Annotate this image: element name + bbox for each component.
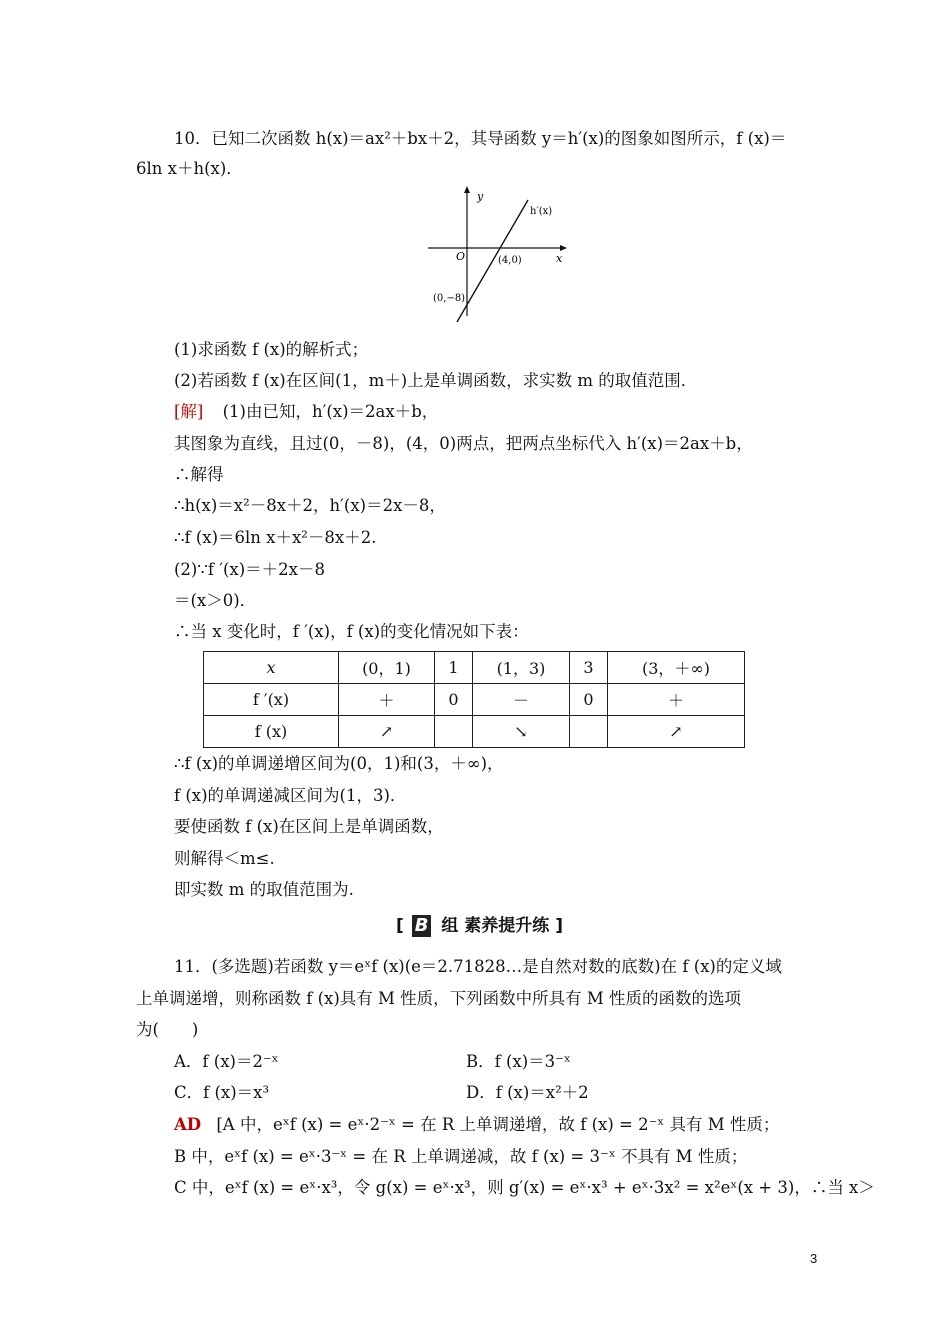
solution-step-4: ∴h(x)＝x²－8x＋2，h′(x)＝2x－8， [174,496,446,515]
option-a: A．f (x)＝2⁻ˣ [174,1052,279,1071]
table-cell: (1，3) [473,652,570,684]
section-header [396,913,563,939]
table-cell: (0，1) [339,652,435,684]
table-cell: f ′(x) [204,684,339,716]
problem11-line2: 上单调递增，则称函数 f (x)具有 M 性质，下列函数中所具有 M 性质的函数的选项 [136,989,742,1008]
table-cell: 0 [570,684,608,716]
solution-step-8: ∴当 x 变化时，f ′(x)，f (x)的变化情况如下表： [174,622,529,641]
solution-step-1: (1)由已知，h′(x)＝2ax＋b， [222,402,439,421]
solution-step-9: ∴f (x)的单调递增区间为(0，1)和(3，＋∞)， [174,754,504,773]
solution-first-line [174,401,438,423]
section-letter-badge: B [412,915,432,937]
section-bracket-right: ] [555,916,563,936]
solution-step-13: 即实数 m 的取值范围为. [174,880,354,899]
table-header-row [204,652,745,684]
table-cell: ↗ [608,716,745,748]
table-cell [570,716,608,748]
table-cell: 1 [435,652,473,684]
y-axis-label: y [477,190,484,203]
section-title: 组 素养提升练 [441,916,550,936]
origin-label: O [456,250,466,263]
question-1: (1)求函数 f (x)的解析式； [174,340,369,359]
variation-table [203,651,745,748]
problem10-line1: 10．已知二次函数 h(x)＝ax²＋bx＋2，其导函数 y＝h′(x)的图象如图所示，f (x)＝ [174,129,787,148]
y-axis-arrow-icon [464,186,470,193]
table-cell: 3 [570,652,608,684]
question-2: (2)若函数 f (x)在区间(1，m＋)上是单调函数，求实数 m 的取值范围． [174,371,698,390]
derivative-graph [420,184,570,324]
option-d: D．f (x)＝x²＋2 [466,1083,589,1102]
solution-step-10: f (x)的单调递减区间为(1，3)． [174,786,407,805]
table-cell: ↘ [473,716,570,748]
table-cell: 0 [435,684,473,716]
x-axis-label: x [556,252,563,265]
table-cell: － [473,684,570,716]
derivative-label: h′(x) [530,206,553,217]
option-c: C．f (x)＝x³ [174,1083,270,1102]
solution-step-12: 则解得＜m≤. [174,849,275,868]
table-row [204,716,745,748]
solution-step-3: ∴解得 [174,465,224,484]
table-cell: x [204,652,339,684]
x-axis-arrow-icon [560,245,567,251]
solution-step-5: ∴f (x)＝6ln x＋x²－8x＋2. [174,528,377,547]
solution-step-7: ＝(x＞0)． [174,591,257,610]
point-0-minus8-label: (0,−8) [433,293,466,304]
table-cell: (3，＋∞) [608,652,745,684]
solution-step-2: 其图象为直线，且过(0，－8)，(4，0)两点，把两点坐标代入 h′(x)＝2ax＋b， [174,434,753,453]
problem11-line1: 11．(多选题)若函数 y＝eˣf (x)(e＝2.71828…是自然对数的底数)在 f (x)的定义域 [174,957,782,976]
table-cell: ＋ [339,684,435,716]
table-cell: ＋ [608,684,745,716]
solution11-line2: B 中，eˣf (x) = eˣ·3⁻ˣ = 在 R 上单调递减，故 f (x) = 3⁻ˣ 不具有 M 性质； [174,1147,748,1166]
section-bracket-left: [ [396,916,404,936]
solution11-line1: [A 中，eˣf (x) = eˣ·2⁻ˣ = 在 R 上单调递增，故 f (x) = 2⁻ˣ 具有 M 性质； [216,1115,780,1134]
solution-tag: [解] [174,402,204,421]
solution-step-11: 要使函数 f (x)在区间上是单调函数， [174,817,444,836]
problem10-line2: 6ln x＋h(x)． [136,159,243,178]
table-cell [435,716,473,748]
solution11-first-line [174,1114,779,1136]
option-b: B．f (x)＝3⁻ˣ [466,1052,571,1071]
point-4-0-label: (4,0) [498,255,522,266]
answer-label: AD [174,1115,202,1134]
table-row [204,684,745,716]
solution11-line3: C 中，eˣf (x) = eˣ·x³，令 g(x) = eˣ·x³，则 g′(x) = eˣ·x³ + eˣ·3x² = x²eˣ(x + 3)，∴当 x＞ [174,1178,875,1197]
problem11-line3: 为( ) [136,1020,199,1039]
table-cell: ↗ [339,716,435,748]
solution-step-6: (2)∵f ′(x)＝＋2x－8 [174,560,325,579]
table-cell: f (x) [204,716,339,748]
page-number: 3 [810,1251,818,1266]
